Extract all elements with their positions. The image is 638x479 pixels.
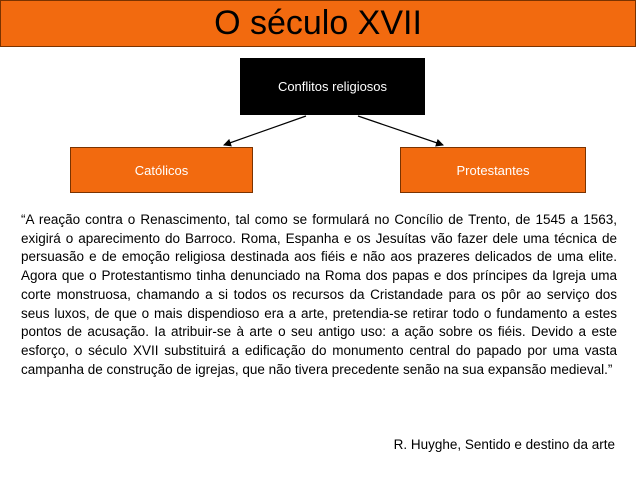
node-catolicos-label: Católicos <box>134 162 189 178</box>
node-catolicos <box>70 147 253 193</box>
root-node <box>240 58 425 115</box>
quote-text: “A reação contra o Renascimento, tal como se formulará no Concílio de Trento, de 1545 a 1563, exigirá o aparecimento do Barroco. Roma, Espanha e os Jesuítas vão fazer dele uma técnica de persuasão e de emoção religiosa destinada aos fiéis e não aos prazeres delicados de uma elite. Agora que o Protestantismo tinha denunciado na Roma dos papas e dos príncipes da Igreja uma corte monstruosa, chamando a si todos os recursos da Cristandade para os pôr ao serviço dos seus luxos, de que o mais dispendioso era a arte, pretendia-se retirar todo o fundamento a estes pontos de acusação. Ia atribuir-se à arte o seu antigo uso: a ação sobre os fiéis. Devido a este esforço, o século XVII substituirá a edificação do monumento central do papado por uma vasta campanha de construção de igrejas, que não tivera precedente senão na sua expansão medieval.” <box>21 212 617 377</box>
connector-left-arrow <box>224 116 306 145</box>
slide-title: O século XVII <box>214 4 422 42</box>
root-node-label: Conflitos religiosos <box>277 79 388 94</box>
node-protestantes <box>400 147 586 193</box>
connector-right-arrow <box>358 116 443 145</box>
quote-source: R. Huyghe, Sentido e destino da arte <box>393 437 615 452</box>
node-protestantes-label: Protestantes <box>456 162 530 178</box>
